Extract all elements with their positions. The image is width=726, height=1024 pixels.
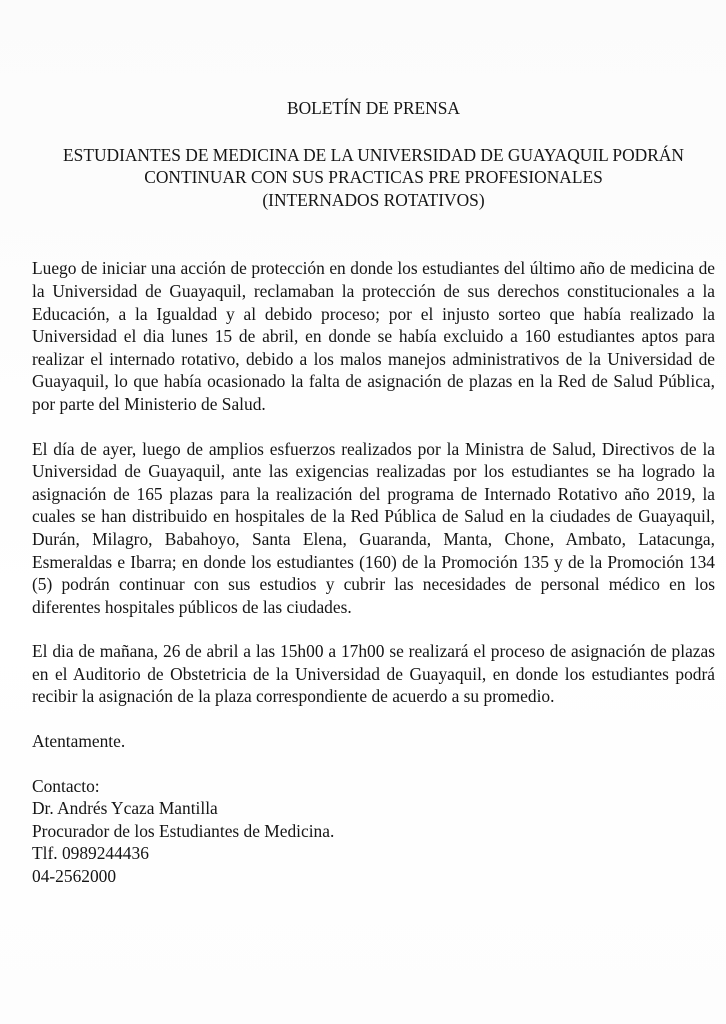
contact-landline: 04-2562000 bbox=[32, 866, 117, 887]
closing-salutation: Atentamente. bbox=[32, 731, 126, 752]
body-paragraph: El día de ayer, luego de amplios esfuerzos realizados por la Ministra de Salud, Directivos de la Universidad de Guayaquil, ante las exigencias realizadas por los estudiantes se ha logrado la asignación de 165 plazas para la realización del programa de Internado Rotativo año 2019, la cuales se han distribuido en hospitales de la Red Pública de Salud en la ciudades de Guayaquil, Durán, Milagro, Babahoyo, Santa Elena, Guaranda, Manta, Chone, Ambato, Latacunga, Esmeraldas e Ibarra; en donde los estudiantes (160) de la Promoción 135 y de la Promoción 134 (5) podrán continuar con sus estudios y cubrir las necesidades de personal médico en los diferentes hospitales públicos de las ciudades. bbox=[32, 438, 715, 617]
contact-label: Contacto: bbox=[32, 775, 100, 796]
headline-line: (INTERNADOS ROTATIVOS) bbox=[262, 189, 485, 210]
body-paragraph: Luego de iniciar una acción de protección en donde los estudiantes del último año de medicina de la Universidad de Guayaquil, reclamaban la protección de sus derechos constitucionales a la Educación, a la Igualdad y al debido proceso; por el injusto sorteo que había realizado la Universidad el dia lunes 15 de abril, en donde se había excluido a 160 estudiantes aptos para realizar el internado rotativo, debido a los malos manejos administrativos de la Universidad de Guayaquil, lo que había ocasionado la falta de asignación de plazas en la Red de Salud Pública, por parte del Ministerio de Salud. bbox=[32, 258, 715, 414]
contact-block bbox=[32, 775, 715, 888]
headline-line: CONTINUAR CON SUS PRACTICAS PRE PROFESIONALES bbox=[144, 167, 603, 188]
contact-role: Procurador de los Estudiantes de Medicina. bbox=[32, 820, 335, 841]
contact-phone: Tlf. 0989244436 bbox=[32, 843, 149, 864]
body-paragraph: El dia de mañana, 26 de abril a las 15h00 a 17h00 se realizará el proceso de asignación de plazas en el Auditorio de Obstetricia de la Universidad de Guayaquil, en donde los estudiantes podrá recibir la asignación de la plaza correspondiente de acuerdo a su promedio. bbox=[32, 641, 715, 707]
press-headline bbox=[32, 144, 715, 212]
press-release bbox=[32, 97, 715, 888]
document-heading: BOLETÍN DE PRENSA bbox=[287, 98, 460, 118]
contact-name: Dr. Andrés Ycaza Mantilla bbox=[32, 798, 218, 819]
headline-line: ESTUDIANTES DE MEDICINA DE LA UNIVERSIDAD DE GUAYAQUIL PODRÁN bbox=[63, 144, 684, 165]
